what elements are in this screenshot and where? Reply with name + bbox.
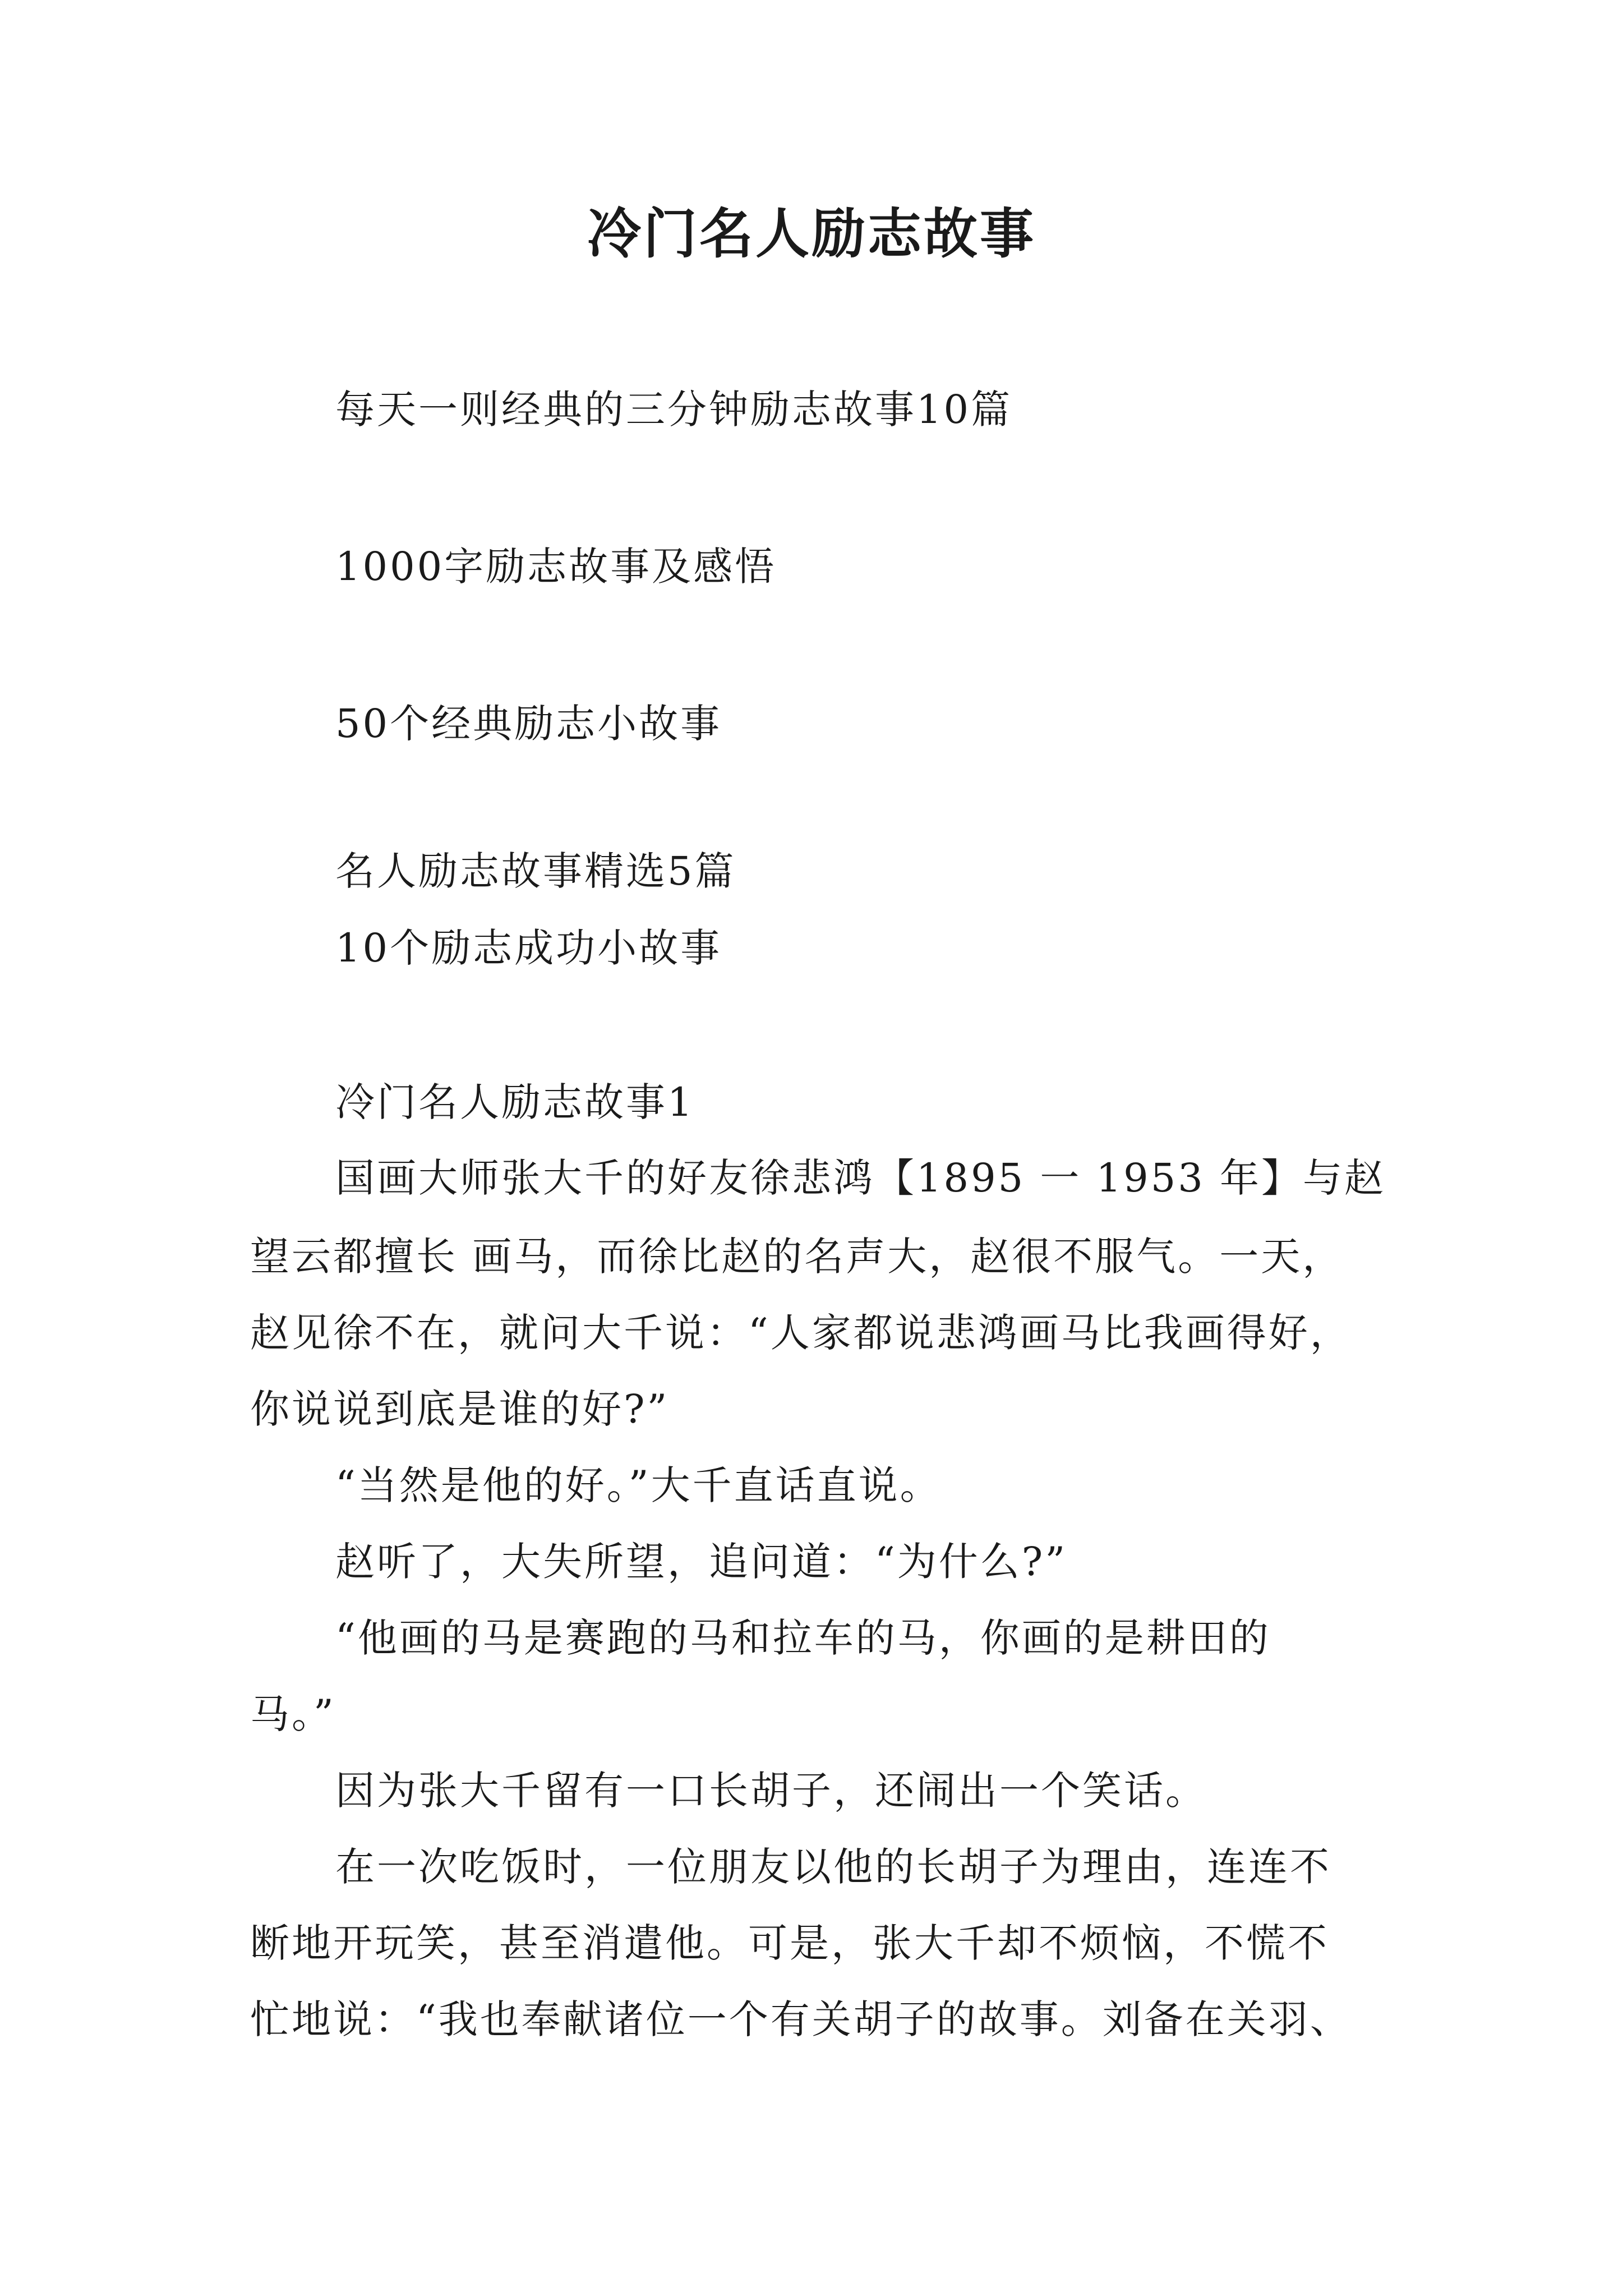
body-line: 马。”: [250, 1691, 336, 1737]
related-article-link[interactable]: 50个经典励志小故事: [335, 701, 722, 747]
body-line: 断地开玩笑，甚至消遣他。可是，张大千却不烦恼，不慌不: [250, 1920, 1329, 1966]
body-line: “当然是他的好。”大千直话直说。: [335, 1462, 942, 1508]
body-line: “他画的马是赛跑的马和拉车的马，你画的是耕田的: [335, 1615, 1271, 1661]
body-line: 忙地说：“我也奉献诸位一个有关胡子的故事。刘备在关羽、: [250, 1996, 1352, 2042]
body-line: 国画大师张大千的好友徐悲鸿【1895 一 1953 年】与赵: [335, 1155, 1386, 1201]
body-line: 你说说到底是谁的好?”: [250, 1386, 670, 1432]
body-line: 在一次吃饭时，一位朋友以他的长胡子为理由，连连不: [335, 1844, 1331, 1890]
section-heading: 冷门名人励志故事1: [335, 1079, 695, 1125]
body-line: 赵听了，大失所望，追问道：“为什么?”: [335, 1539, 1068, 1585]
document-title: 冷门名人励志故事: [587, 202, 1036, 265]
related-article-link[interactable]: 10个励志成功小故事: [335, 925, 722, 971]
body-line: 赵见徐不在，就问大千说：“人家都说悲鸿画马比我画得好，: [250, 1310, 1352, 1356]
related-article-link[interactable]: 名人励志故事精选5篇: [335, 848, 736, 894]
related-article-link[interactable]: 每天一则经典的三分钟励志故事10篇: [335, 386, 1013, 432]
body-line: 因为张大千留有一口长胡子，还闹出一个笑话。: [335, 1768, 1207, 1814]
body-line: 望云都擅长 画马，而徐比赵的名声大，赵很不服气。一天，: [250, 1234, 1344, 1280]
related-article-link[interactable]: 1000字励志故事及感悟: [335, 544, 777, 590]
